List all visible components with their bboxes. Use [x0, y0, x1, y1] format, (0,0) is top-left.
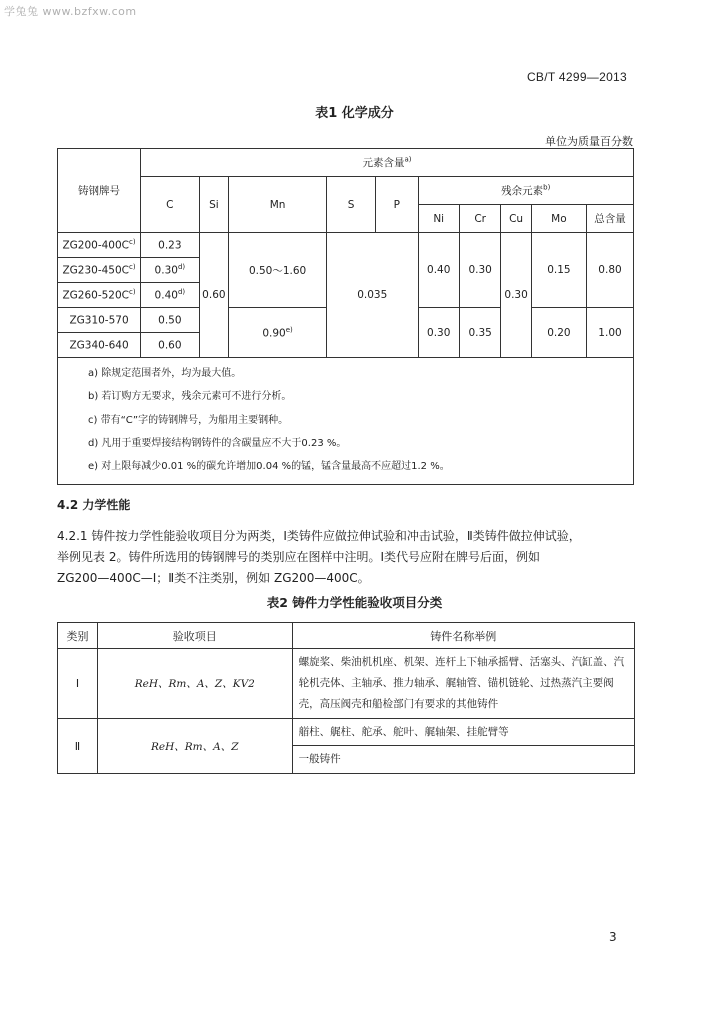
cr-value-group2: 0.35	[459, 308, 500, 358]
header-mo: Mo	[531, 205, 586, 233]
header-mn: Mn	[229, 177, 327, 233]
header-p: P	[376, 177, 418, 233]
ni-value-group2: 0.30	[418, 308, 459, 358]
note-item: a) 除规定范围者外，均为最大值。	[88, 368, 242, 379]
page-number: 3	[609, 930, 617, 944]
header-c: C	[141, 177, 200, 233]
mn-value-group2: 0.90$^{e)}$	[229, 308, 327, 358]
header-cu: Cu	[501, 205, 531, 233]
table-row-grade: $ZG200-400C^{c)}$	[58, 233, 141, 258]
total-value-group1: 0.80	[586, 233, 633, 308]
cr-value-group1: 0.30	[459, 233, 500, 308]
section-heading: 4.2 力学性能	[57, 498, 131, 512]
table-row-grade: $ZG260-520C^{c)}$	[58, 283, 141, 308]
header-residual: 残余元素$^{b)}$	[418, 177, 634, 205]
header-total: 总含量	[586, 205, 633, 233]
total-value-group2: 1.00	[586, 308, 633, 358]
acceptance-items-cell: ReH、Rm、A、Z	[97, 719, 292, 774]
section-paragraph: 4.2.1 铸件按力学性能验收项目分为两类，Ⅰ类铸件应做拉伸试验和冲击试验，Ⅱ类铸件做拉伸试验， 举例见表 2。铸件所选用的铸钢牌号的类别应在图样中注明。Ⅰ类代号应附在牌号后面，例如 ZG200—400C—Ⅰ；Ⅱ类不注类别，例如 ZG200—400C。	[57, 529, 581, 585]
table-row-grade: ZG310-570	[58, 308, 141, 333]
watermark: 学兔兔 www.bzfxw.com	[4, 5, 137, 18]
header-si: Si	[199, 177, 229, 233]
table-row-c: 0.50	[141, 308, 200, 333]
sp-value: 0.035	[327, 233, 418, 358]
mechanical-properties-table	[57, 622, 635, 774]
header-examples: 铸件名称举例	[292, 623, 634, 649]
cu-value: 0.30	[501, 233, 531, 358]
table-row-c: 0.60	[141, 333, 200, 358]
table1-unit: 单位为质量百分数	[545, 135, 633, 148]
si-value: 0.60	[199, 233, 229, 358]
table-row-c: 0.40$^{d)}$	[141, 283, 200, 308]
table1-title: 表1 化学成分	[315, 106, 394, 121]
mo-value-group2: 0.20	[531, 308, 586, 358]
examples-cell: 螺旋桨、柴油机机座、机架、连杆上下轴承摇臂、活塞头、汽缸盖、汽轮机壳体、主轴承、推力轴承、艉轴管、锚机链轮、过热蒸汽主要阀壳，高压阀壳和船检部门有要求的其他铸件	[292, 649, 634, 719]
category-cell: Ⅱ	[58, 719, 98, 774]
note-item: b) 若订购方无要求，残余元素可不进行分析。	[88, 391, 292, 403]
mo-value-group1: 0.15	[531, 233, 586, 308]
note-item: e) 对上限每减少0.01 %的碳允许增加0.04 %的锰，锰含量最高不应超过1.2 %。	[88, 461, 450, 473]
header-s: S	[327, 177, 376, 233]
header-element-content: 元素含量$^{a)}$	[141, 149, 634, 177]
table-row-grade: $ZG230-450C^{c)}$	[58, 258, 141, 283]
category-cell: Ⅰ	[58, 649, 98, 719]
header-category: 类别	[58, 623, 98, 649]
table-row-grade: ZG340-640	[58, 333, 141, 358]
note-item: d) 凡用于重要焊接结构钢铸件的含碳量应不大于0.23 %。	[88, 437, 347, 449]
chemical-composition-table	[57, 148, 634, 485]
table-row-c: 0.23	[141, 233, 200, 258]
table-row-c: 0.30$^{d)}$	[141, 258, 200, 283]
examples-cell: 艏柱、艉柱、舵承、舵叶、艉轴架、挂舵臂等	[292, 719, 634, 746]
header-items: 验收项目	[97, 623, 292, 649]
note-item: c) 带有“C”字的铸钢牌号，为船用主要钢种。	[88, 414, 289, 426]
header-ni: Ni	[418, 205, 459, 233]
examples-cell: 一般铸件	[292, 746, 634, 774]
acceptance-items-cell: ReH、Rm、A、Z、KV2	[97, 649, 292, 719]
table2-title: 表2 铸件力学性能验收项目分类	[266, 595, 443, 610]
header-cr: Cr	[459, 205, 500, 233]
mn-value-group1: 0.50～1.60	[229, 233, 327, 308]
ni-value-group1: 0.40	[418, 233, 459, 308]
header-grade: 铸钢牌号	[58, 149, 141, 233]
standard-code: CB/T 4299—2013	[526, 70, 627, 84]
table1-notes	[58, 358, 634, 485]
